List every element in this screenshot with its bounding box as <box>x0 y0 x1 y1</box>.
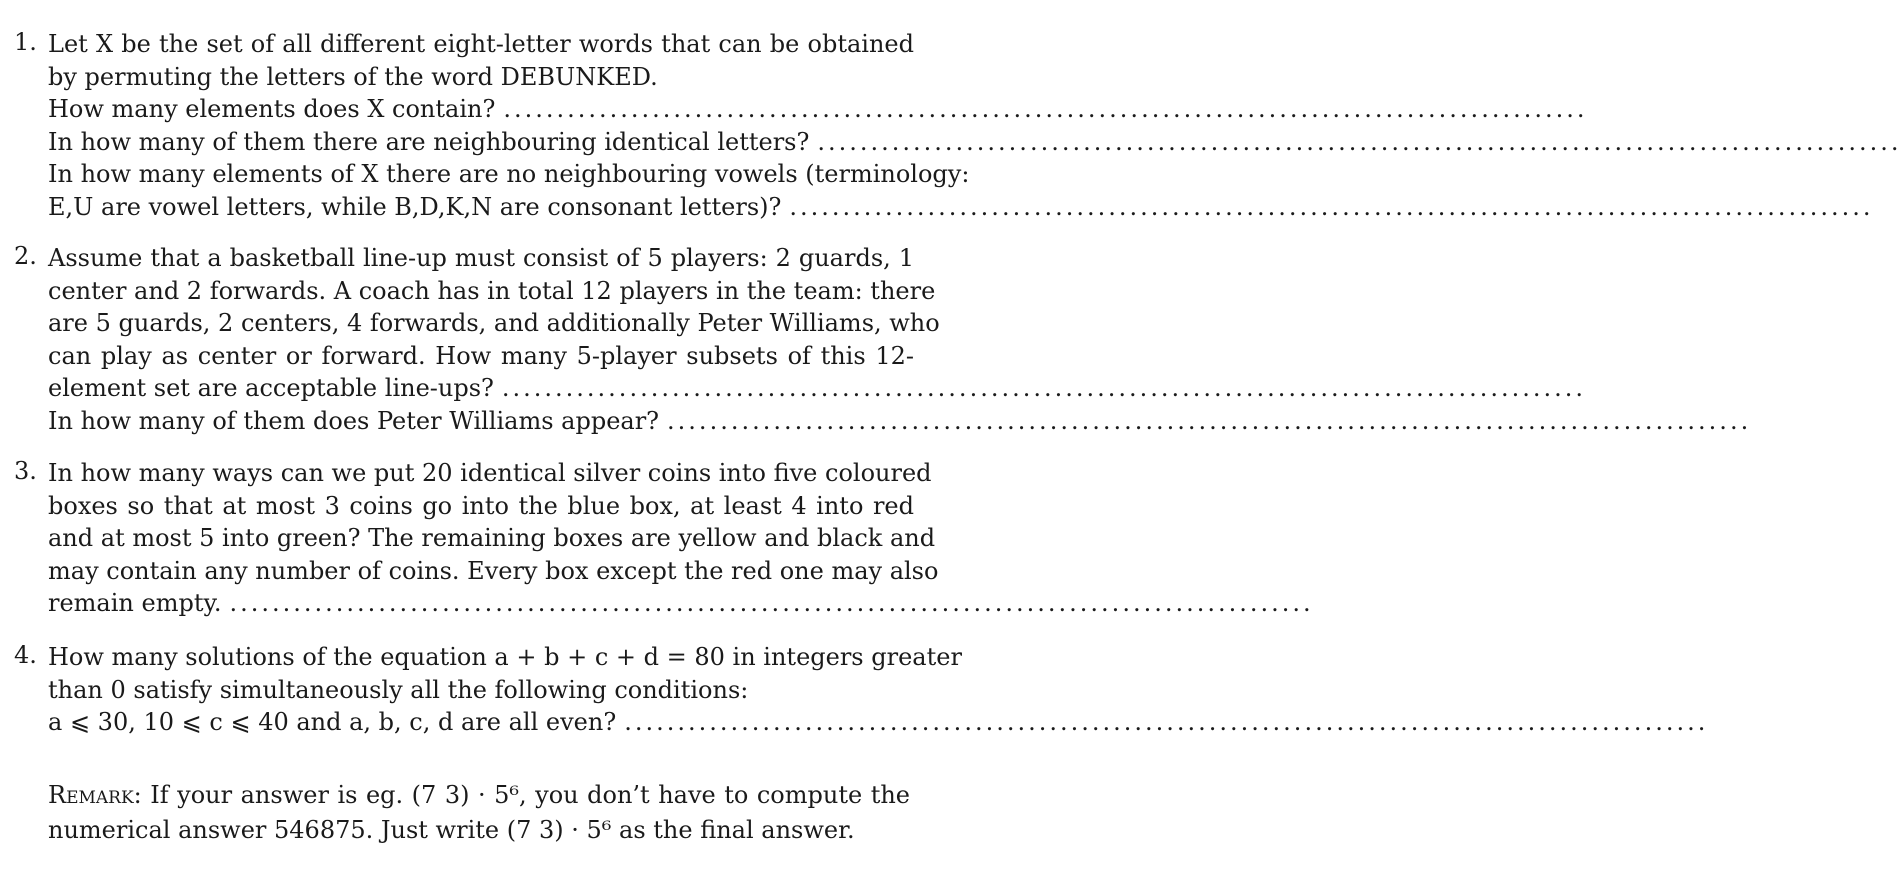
question-text: How many elements does X contain? <box>48 95 496 123</box>
problem-1 <box>14 28 1902 223</box>
answer-leader-dots: ...................................................................................................... <box>817 127 1902 156</box>
problem-line: How many solutions of the equation a + b + c + d = 80 in integers greater <box>48 643 962 671</box>
problem-line: Assume that a basketball line-up must consist of 5 players: 2 guards, 1 <box>48 244 914 272</box>
answer-leader-dots: ...................................................................................................... <box>229 589 1314 617</box>
problem-number: 1. <box>14 28 37 56</box>
question-line <box>48 126 1902 159</box>
problem-line: are 5 guards, 2 centers, 4 forwards, and additionally Peter Williams, who <box>48 309 940 337</box>
answer-leader-dots: ...................................................................................................... <box>624 708 1709 736</box>
problem-line: by permuting the letters of the word DEBUNKED. <box>48 62 658 91</box>
answer-leader-dots: ...................................................................................................... <box>501 374 1587 402</box>
problem-line: boxes so that at most 3 coins go into the blue box, at least 4 into red <box>48 491 914 520</box>
question-text: a ⩽ 30, 10 ⩽ c ⩽ 40 and a, b, c, d are all even? <box>48 708 617 736</box>
problem-line: can play as center or forward. How many 5-player subsets of this 12- <box>48 341 914 370</box>
question-text: In how many of them does Peter Williams appear? <box>48 406 660 435</box>
question-text: In how many of them there are neighbouring identical letters? <box>48 127 810 156</box>
question-text: element set are acceptable line-ups? <box>48 374 494 402</box>
answer-leader-dots: ...................................................................................................... <box>503 95 1588 123</box>
problem-line: center and 2 forwards. A coach has in total 12 players in the team: there <box>48 276 936 305</box>
problem-3 <box>14 457 1314 620</box>
problem-line: In how many elements of X there are no neighbouring vowels (terminology: <box>48 160 970 188</box>
remark-line: numerical answer 546875. Just write (7 3) · 5⁶ as the final answer. <box>48 816 855 844</box>
question-line <box>48 93 1588 126</box>
remark-line <box>48 778 910 813</box>
remark-text: If your answer is eg. (7 3) · 5⁶, you don’t have to compute the <box>150 781 910 809</box>
question-text: remain empty. <box>48 589 222 617</box>
problem-2 <box>14 242 1752 437</box>
problem-number: 4. <box>14 641 37 669</box>
problem-line: Let X be the set of all different eight-letter words that can be obtained <box>48 30 914 58</box>
question-line <box>48 706 1709 739</box>
remark <box>48 778 910 848</box>
answer-leader-dots: ...................................................................................................... <box>789 192 1874 221</box>
remark-label: Remark: <box>48 781 142 809</box>
problem-4 <box>14 641 1709 739</box>
problem-line: than 0 satisfy simultaneously all the following conditions: <box>48 675 749 704</box>
problem-line: may contain any number of coins. Every box except the red one may also <box>48 556 939 585</box>
answer-leader-dots: ...................................................................................................... <box>667 406 1752 435</box>
problem-number: 3. <box>14 457 37 485</box>
problem-line: In how many ways can we put 20 identical silver coins into five coloured <box>48 459 932 487</box>
problem-line: and at most 5 into green? The remaining boxes are yellow and black and <box>48 524 936 552</box>
question-line <box>48 587 1314 620</box>
question-text: E,U are vowel letters, while B,D,K,N are consonant letters)? <box>48 192 782 221</box>
question-line <box>48 405 1752 438</box>
question-line <box>48 372 1587 405</box>
problem-number: 2. <box>14 242 37 270</box>
question-line <box>48 191 1874 224</box>
